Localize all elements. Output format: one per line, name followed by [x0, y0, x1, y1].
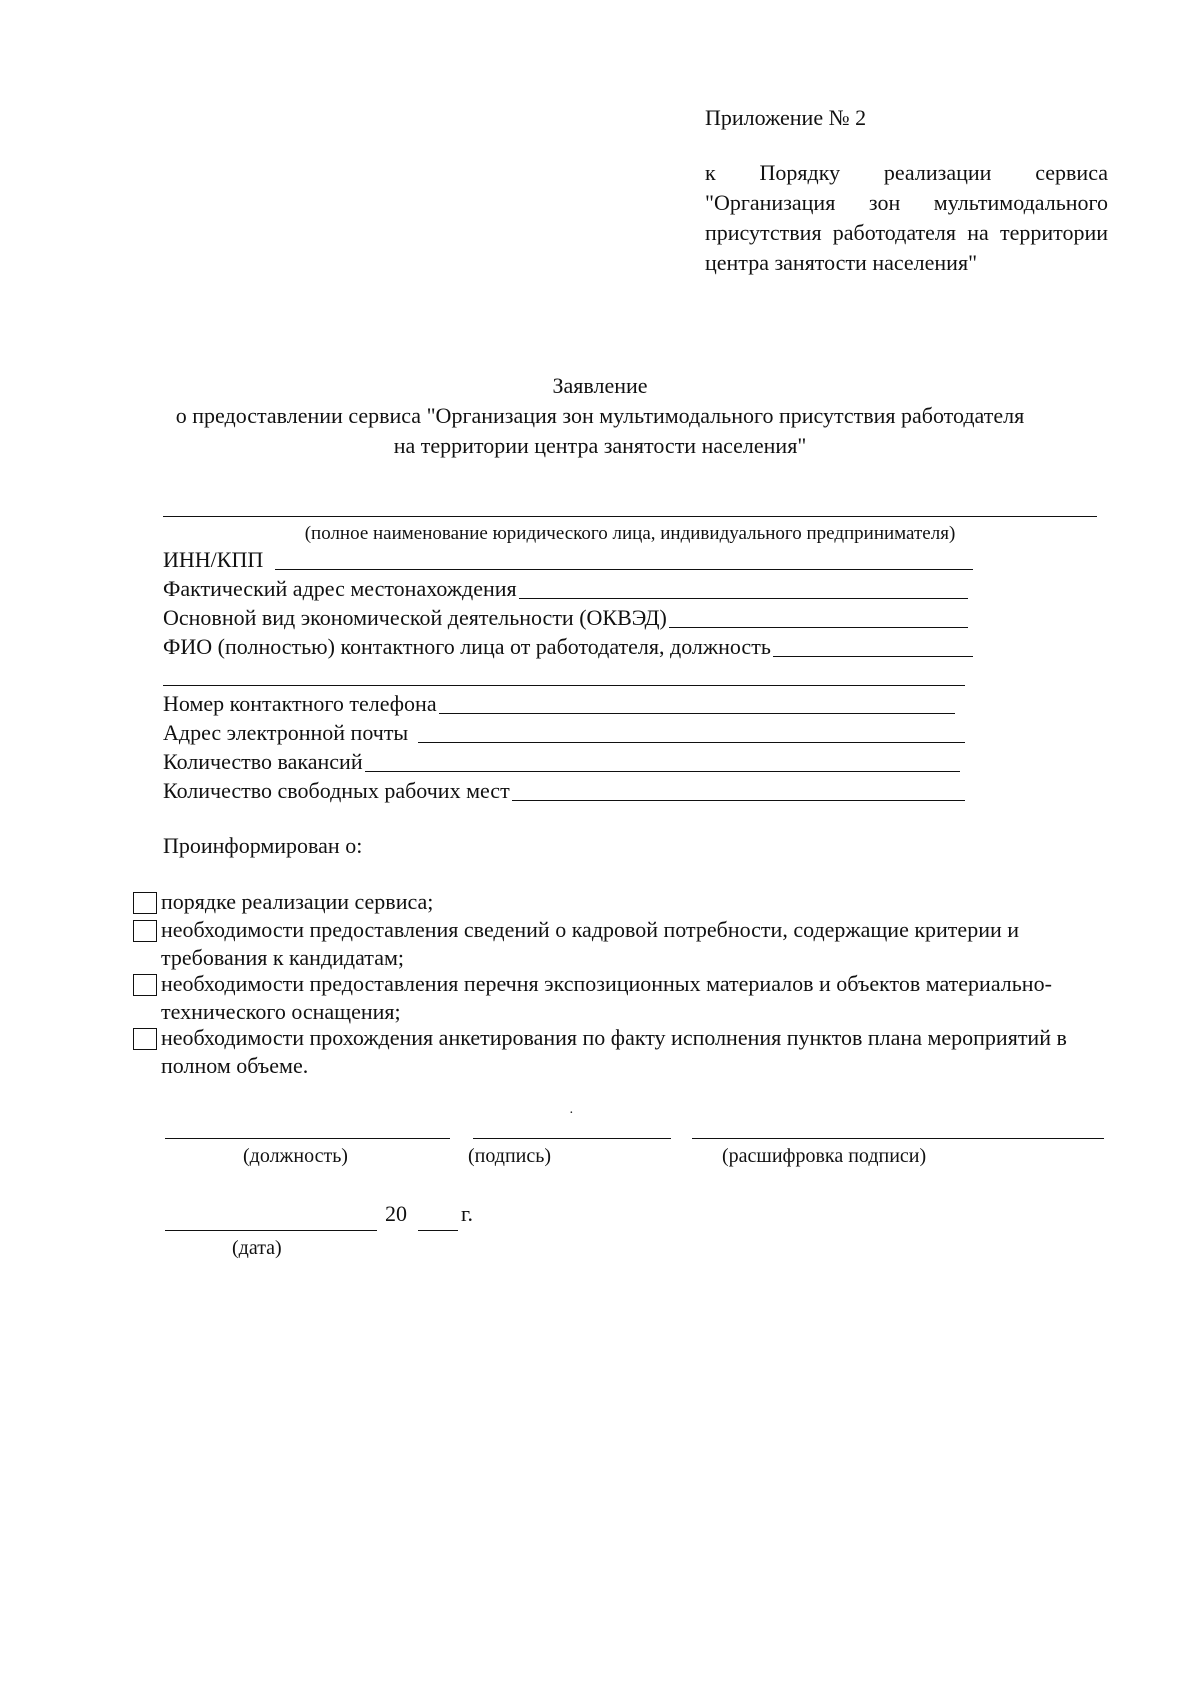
phone-field[interactable] [439, 713, 955, 714]
address-field[interactable] [519, 598, 968, 599]
email-field[interactable] [418, 742, 965, 743]
informed-item-text: необходимости прохождения анкетирования по факту исполнения пунктов плана мероприятий в полном объеме. [161, 1025, 1067, 1078]
vacancies-label: Количество вакансий [163, 749, 363, 774]
address-row [163, 575, 968, 603]
date-year-prefix: 20 [385, 1201, 407, 1226]
okved-label: Основной вид экономической деятельности (ОКВЭД) [163, 605, 667, 630]
informed-checkbox[interactable] [133, 920, 157, 942]
signature-caption: (подпись) [468, 1145, 552, 1167]
contact-field[interactable] [773, 656, 973, 657]
date-year-suffix: г. [461, 1201, 474, 1226]
vacancies-row [163, 748, 960, 776]
org-name-caption: (полное наименование юридического лица, индивидуального предпринимателя) [304, 523, 956, 544]
informed-item [133, 916, 1103, 972]
informed-item [133, 970, 1103, 1026]
contact-row [163, 633, 973, 661]
date-year-field[interactable] [418, 1230, 458, 1231]
scan-dot: · [569, 1106, 574, 1121]
date-field[interactable] [165, 1230, 377, 1231]
jobs-label: Количество свободных рабочих мест [163, 778, 510, 803]
signature-field[interactable] [473, 1138, 671, 1139]
inn-kpp-field[interactable] [275, 569, 973, 570]
informed-checkbox[interactable] [133, 1028, 157, 1050]
phone-label: Номер контактного телефона [163, 691, 437, 716]
jobs-row [163, 777, 965, 805]
email-row [163, 719, 965, 747]
informed-checkbox[interactable] [133, 974, 157, 996]
inn-kpp-label: ИНН/КПП [163, 547, 264, 572]
address-label: Фактический адрес местонахождения [163, 576, 517, 601]
document-title: Заявление [552, 373, 648, 398]
informed-item-text: порядке реализации сервиса; [161, 889, 434, 914]
position-sign-field[interactable] [165, 1138, 450, 1139]
signature-name-field[interactable] [692, 1138, 1104, 1139]
org-name-field[interactable] [163, 516, 1097, 517]
informed-item [133, 1024, 1103, 1080]
appendix-reference: к Порядку реализации сервиса "Организация зон мультимодального присутствия работодателя на территории центра занятости населения" [705, 160, 1108, 275]
vacancies-field[interactable] [365, 771, 960, 772]
email-label: Адрес электронной почты [163, 720, 409, 745]
phone-row [163, 690, 955, 718]
okved-field[interactable] [669, 627, 968, 628]
date-caption: (дата) [232, 1237, 282, 1259]
appendix-label: Приложение № 2 [705, 105, 867, 130]
position-caption: (должность) [243, 1145, 348, 1167]
inn-kpp-row [163, 546, 973, 574]
informed-item-text: необходимости предоставления перечня экспозиционных материалов и объектов материально-технического оснащения; [161, 971, 1052, 1024]
informed-item [133, 888, 1103, 916]
okved-row [163, 604, 968, 632]
informed-item-text: необходимости предоставления сведений о кадровой потребности, содержащие критерии и требования к кандидатам; [161, 917, 1020, 970]
signature-name-caption: (расшифровка подписи) [722, 1145, 927, 1167]
document-subtitle-line-2: на территории центра занятости населения" [393, 433, 807, 458]
informed-checkbox[interactable] [133, 892, 157, 914]
informed-heading: Проинформирован о: [163, 833, 363, 858]
contact-label: ФИО (полностью) контактного лица от работодателя, должность [163, 634, 771, 659]
jobs-field[interactable] [512, 800, 965, 801]
contact-field-continuation[interactable] [163, 685, 965, 686]
document-subtitle-line-1: о предоставлении сервиса "Организация зон мультимодального присутствия работодателя [175, 403, 1025, 428]
